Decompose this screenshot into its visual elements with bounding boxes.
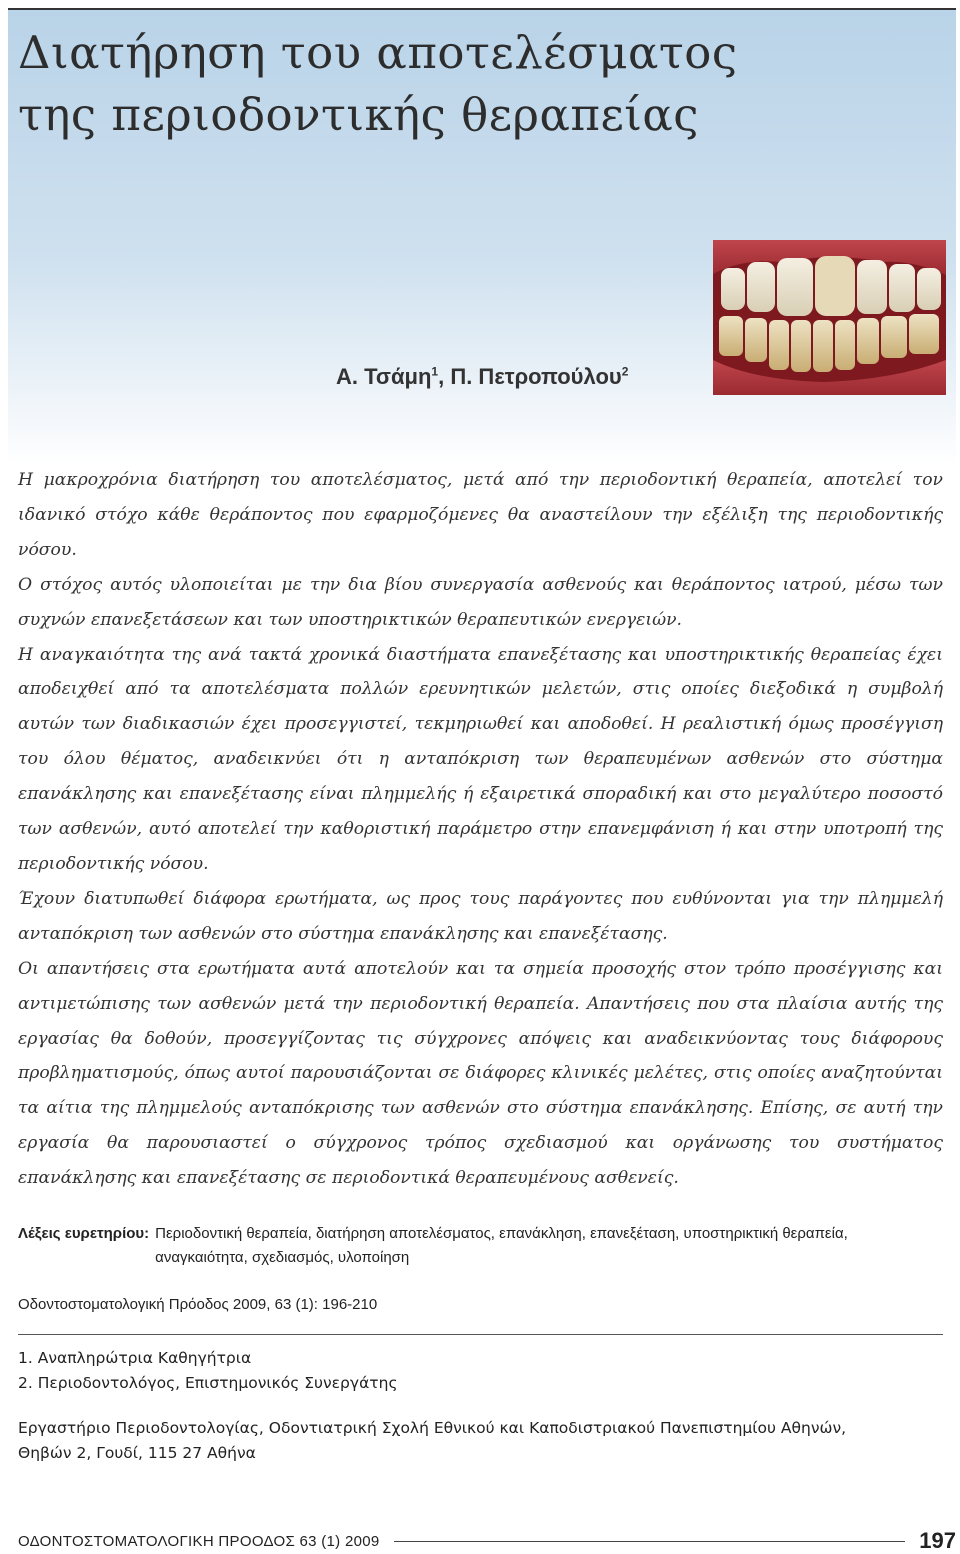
institution-line-1: Εργαστήριο Περιοδοντολογίας, Οδοντιατρική Σχολή Εθνικού και Καποδιστριακού Πανεπιστημίου Αθηνών,: [18, 1419, 847, 1437]
keywords-text: Περιοδοντική θεραπεία, διατήρηση αποτελέσματος, επανάκληση, επανεξέταση, υποστηρικτική θεραπεία, αναγκαιότητα, σχεδιασμός, υλοποίηση: [155, 1225, 848, 1266]
author-1-affil: 1: [431, 364, 439, 379]
page-number: 197: [919, 1528, 956, 1553]
footer-journal: ΟΔΟΝΤΟΣΤΟΜΑΤΟΛΟΓΙΚΗ ΠΡΟΟΔΟΣ 63 (1) 2009: [18, 1532, 380, 1550]
affiliations: [18, 1346, 398, 1396]
footer-rule: [394, 1541, 906, 1542]
abstract-paragraph-1: Η μακροχρόνια διατήρηση του αποτελέσματος, μετά από την περιοδοντική θεραπεία, αποτελεί τον ιδανικό στόχο κάθε θεράποντος που εφαρμοζόμενες θα αναστείλουν την εξέλιξη της περιοδοντικής νόσου.: [18, 470, 943, 560]
abstract-paragraph-4: Έχουν διατυπωθεί διάφορα ερωτήματα, ως προς τους παράγοντες που ευθύνονται για την πλημμελή ανταπόκριση των ασθενών στο σύστημα επανάκλησης και επανεξέτασης.: [18, 888, 943, 944]
abstract-paragraph-2: Ο στόχος αυτός υλοποιείται με την δια βίου συνεργασία ασθενούς και θεράποντος ιατρού, μέσω των συχνών επανεξετάσεων και των υποστηρικτικών θεραπευτικών ενεργειών.: [18, 574, 943, 630]
author-1: Α. Τσάμη: [336, 364, 432, 389]
title-line-1: Διατήρηση του αποτελέσματος: [18, 26, 738, 79]
institution-address: [18, 1416, 948, 1466]
abstract-paragraph-3: Η αναγκαιότητα της ανά τακτά χρονικά διαστήματα επανεξέτασης και υποστηρικτικής θεραπείας έχει αποδειχθεί από τα αποτελέσματα πολλών ερευνητικών μελετών, στις οποίες διεξοδικά η συμβολή αυτών των διαδικασιών έχει προσεγγιστεί, τεκμηριωθεί και αποδοθεί. Η ρεαλιστική όμως προσέγγιση του όλου θέματος, αναδεικνύει ότι η ανταπόκριση των θεραπευμένων ασθενών στο σύστημα επανάκλησης και επανεξέτασης είναι πλημμελής ή εξαιρετικά σποραδική και στο μεγαλύτερο ποσοστό των ασθενών, αυτό αποτελεί την καθοριστική παράμετρο στην επανεμφάνιση ή και στην υποτροπή της περιοδοντικής νόσου.: [18, 644, 943, 874]
authors: [336, 364, 628, 390]
institution-line-2: Θηβών 2, Γουδί, 115 27 Αθήνα: [18, 1444, 256, 1462]
title-line-2: της περιοδοντικής θεραπείας: [18, 88, 699, 141]
keywords: [18, 1222, 943, 1270]
article-title: [18, 22, 738, 146]
abstract-paragraph-5: Οι απαντήσεις στα ερωτήματα αυτά αποτελούν και τα σημεία προσοχής στον τρόπο προσέγγισης και αντιμετώπισης των ασθενών μετά την περιοδοντική θεραπεία. Απαντήσεις που στα πλαίσια αυτής της εργασίας θα δοθούν, προσεγγίζοντας τις σύγχρονες απόψεις και αναδεικνύοντας τους διάφορους προβληματισμούς, όπως αυτοί παρουσιάζονται σε διάφορες κλινικές μελέτες, στις οποίες αναζητούνται τα αίτια της πλημμελούς ανταπόκρισης των ασθενών στο σύστημα επανάκλησης. Επίσης, σε αυτή την εργασία θα παρουσιαστεί ο σύγχρονος τρόπος σχεδιασμού και οργάνωσης του συστήματος επανάκλησης και επανεξέτασης σε περιοδοντικά θεραπευμένους ασθενείς.: [18, 958, 943, 1189]
affiliation-2: 2. Περιοδοντολόγος, Επιστημονικός Συνεργάτης: [18, 1374, 398, 1392]
author-separator: ,: [438, 364, 451, 389]
page-footer: [18, 1528, 956, 1554]
divider: [18, 1334, 943, 1335]
author-2: Π. Πετροπούλου: [450, 364, 622, 389]
abstract: [18, 463, 943, 1196]
teeth-photo: [713, 240, 946, 395]
author-2-affil: 2: [621, 364, 629, 379]
affiliation-1: 1. Αναπληρώτρια Καθηγήτρια: [18, 1349, 252, 1367]
keywords-label: Λέξεις ευρετηρίου:: [18, 1225, 150, 1242]
journal-citation: Οδοντοστοματολογική Πρόοδος 2009, 63 (1): 196-210: [18, 1296, 378, 1313]
